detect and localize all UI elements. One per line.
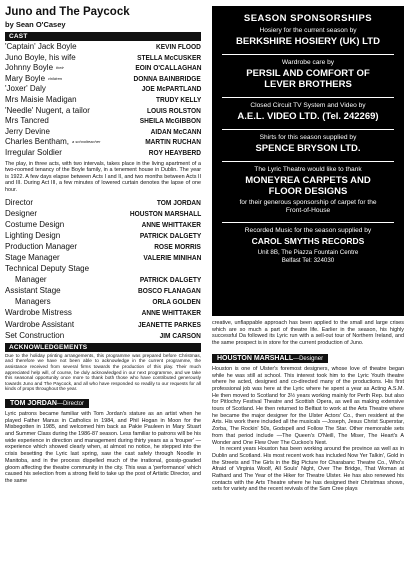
crew-row: Costume Design ANNE WHITTAKER xyxy=(5,219,201,229)
setting-note: The play, in three acts, with two intervals, takes place in the living apartment of a two-roomed tenancy of the Boyle family, in a tenement house in Dublin. The year is 1922. A few days elapse between Acts I and II, and two months between Acts II and III. During Act III, a few minutes of lowered curtain denotes the lapse of one hour. xyxy=(5,160,201,193)
cast-row: Johnny Boyle their EOIN O'CALLAGHAN xyxy=(5,63,201,73)
crew-row: Lighting Design PATRICK DALGETY xyxy=(5,230,201,240)
hosiery-sponsor: BERKSHIRE HOSIERY (UK) LTD xyxy=(236,36,380,47)
left-column xyxy=(5,6,201,485)
marshall-bio-text: Houston is one of Ulster's foremost designers, whose love of theatre began while he was still at school. This interest took him to the Lyric Youth theatre where he acted, designed and co-directed many of the productions. His first professional job was here at the Lyric where he spent a year as Acting A.S.M. He then moved to Scotland for 3½ years working mainly for Perth Rep. but also for Pitlochry Festival Theatre and Scottish Opera, as well as making extensive tours of Scotland. He then returned to Belfast to work at the Arts Theatre where he became the major designer for the Ulster Actors' Co., then resident at the Arts. His work there included all the musicals —Joseph, Jesus Christ Superstar, Zorba, The Rockin' 50s, Godspell and Follow The Star. Other memorable sets from that period include —The Queen's O'Neill, The Miser, The Heart's A Wonder and One Flew Over The Cuckoo's Nest. xyxy=(212,365,404,446)
cast-row: Mary Boyle children DONNA BAINBRIDGE xyxy=(5,73,201,83)
cast-heading: CAST xyxy=(5,32,201,41)
cast-row: 'Joxer' Daly JOE McPARTLAND xyxy=(5,84,201,94)
crew-row: Director TOM JORDAN xyxy=(5,197,201,207)
video-lead: Closed Circuit TV System and Video by xyxy=(250,102,366,109)
acknowledgements-text: Due to the holiday printing arrangements, this programme was prepared before Christmas, and therefore we have not been able to acknowledge in the current programme, the assistance received from several firms towards the production of this play. Their much appreciated help will, of course, be duly acknowledged in our next programme, and we take this seasonal opportunity once more to thank both those who have contributed generously towards Juno and The Paycock, and all who have responded so readily to our requests for all kinds of props throughout the year. xyxy=(5,352,201,392)
cast-row: Irregular Soldier ROY HEAYBERD xyxy=(5,147,201,157)
divider xyxy=(222,222,394,223)
cast-row: Juno Boyle, his wife STELLA McCUSKER xyxy=(5,52,201,62)
crew-row: Wardrobe Assistant JEANETTE PARKES xyxy=(5,319,201,329)
shirts-lead: Shirts for this season supplied by xyxy=(259,134,357,141)
divider xyxy=(222,97,394,98)
shirts-sponsor: SPENCE BRYSON LTD. xyxy=(255,143,361,154)
cast-row: Mrs Maisie Madigan TRUDY KELLY xyxy=(5,94,201,104)
jordan-bio-continued: creative, unflappable approach has been applied to the small and large crises which are so much a part of theatre life. Earlier in the season, his highly successful Da followed its Lyric run with a sell-out tour of Northern Ireland, and the same prospect is in store for the current production of Juno. xyxy=(212,320,404,347)
right-column xyxy=(212,6,404,493)
music-lead: Recorded Music for the season supplied by xyxy=(244,227,372,234)
thanks-lead: The Lyric Theatre would like to thank xyxy=(254,166,362,173)
cast-row: 'Needle' Nugent, a tailor LOUIS ROLSTON xyxy=(5,105,201,115)
sponsorship-box xyxy=(212,6,404,316)
play-title: Juno and The Paycock xyxy=(5,6,130,18)
thanks-tail: for their generous sponsorship of carpet for the Front-of-House xyxy=(239,199,377,214)
sponsorship-title: SEASON SPONSORSHIPS xyxy=(243,13,373,24)
play-byline: by Sean O'Casey xyxy=(5,20,66,29)
cast-row: Charles Bentham, a schoolteacher MARTIN RUCHAN xyxy=(5,137,201,147)
cast-row: Jerry Devine AIDAN McCANN xyxy=(5,126,201,136)
crew-row: Designer HOUSTON MARSHALL xyxy=(5,208,201,218)
cast-row: 'Captain' Jack Boyle KEVIN FLOOD xyxy=(5,42,201,51)
music-address: Unit 8B, The Piazza Fountain Centre xyxy=(257,249,359,256)
crew-row: Assistant Stage BOSCO FLANAGAN xyxy=(5,286,201,296)
music-sponsor: CAROL SMYTHS RECORDS xyxy=(251,236,365,246)
divider xyxy=(222,129,394,130)
crew-row: Technical Deputy Stage xyxy=(5,264,90,274)
crew-row: Wardrobe Mistress ANNE WHITTAKER xyxy=(5,308,201,318)
divider xyxy=(222,161,394,162)
video-sponsor: A.E.L. VIDEO LTD. (Tel. 242269) xyxy=(237,111,379,122)
carpet-sponsor: MONEYREA CARPETS AND FLOOR DESIGNS xyxy=(245,175,371,197)
marshall-bio-text-2: In recent years Houston has been working around the province as well as in Dublin and Scotland. His most recent work has included Now Yer Talkin', Gold in the Streets and The Girls in the Big Picture for Charabanc Theatre Co., Who's Afraid of Virginia Woolf, All Souls' Night, Over The Bridge, That Woman at Rathard and The Year of the Hiker for Theatre Ulster. He has also renewed his contacts with the Arts Theatre where he has designed their Christmas shows, sets for variety and the recent revivals of the Sam Cree plays xyxy=(212,446,404,493)
acknowledgements-heading: ACKNOWLEDGEMENTS xyxy=(5,343,201,352)
jordan-bio-heading: TOM JORDAN—Director xyxy=(5,399,89,408)
jordan-bio-text: Lyric patrons became familiar with Tom Jordan's stature as an artist when he played Father Manus in Catholics in 1984, and Phil Hogan in Moon for the Misbegotten in 1985, and welcomed him back as Pakie Pauleen in Mary Stuart and Summer Class during the 1986-87 season. Less familiar to patrons will be his wide experience in direction and management during thirty years as a 'trouper' — experience which showed clearly when, at almost no notice, he stepped into the crisis besetting the Lyric last spring, saw the cast safely through Noodle in Manitoba, and in the process dispelled much of the irrational, gossip-goaded gloom affecting the theatre community in the city. This was a 'performance' which caused his selection from a strong field to take up the post of Artistic Director, and the same xyxy=(5,410,201,484)
cast-row: Mrs Tancred SHEILA McGIBBON xyxy=(5,116,201,126)
crew-row: Managers ORLA GOLDEN xyxy=(15,297,201,307)
hosiery-lead: Hosiery for the current season by xyxy=(259,27,357,34)
music-phone: Belfast Tel: 324030 xyxy=(281,257,335,264)
crew-row: Manager PATRICK DALGETY xyxy=(15,275,201,285)
marshall-bio-heading: HOUSTON MARSHALL—Designer xyxy=(212,354,328,363)
crew-row: Production Manager ROSE MORRIS xyxy=(5,241,201,251)
crew-row: Stage Manager VALERIE MINIHAN xyxy=(5,252,201,262)
divider xyxy=(222,54,394,55)
cast-list xyxy=(5,42,201,159)
crew-list xyxy=(5,197,201,341)
crew-row: Set Construction JIM CARSON xyxy=(5,330,201,340)
wardrobe-lead: Wardrobe care by xyxy=(281,59,335,66)
wardrobe-sponsor: PERSIL AND COMFORT OF LEVER BROTHERS xyxy=(246,68,370,90)
